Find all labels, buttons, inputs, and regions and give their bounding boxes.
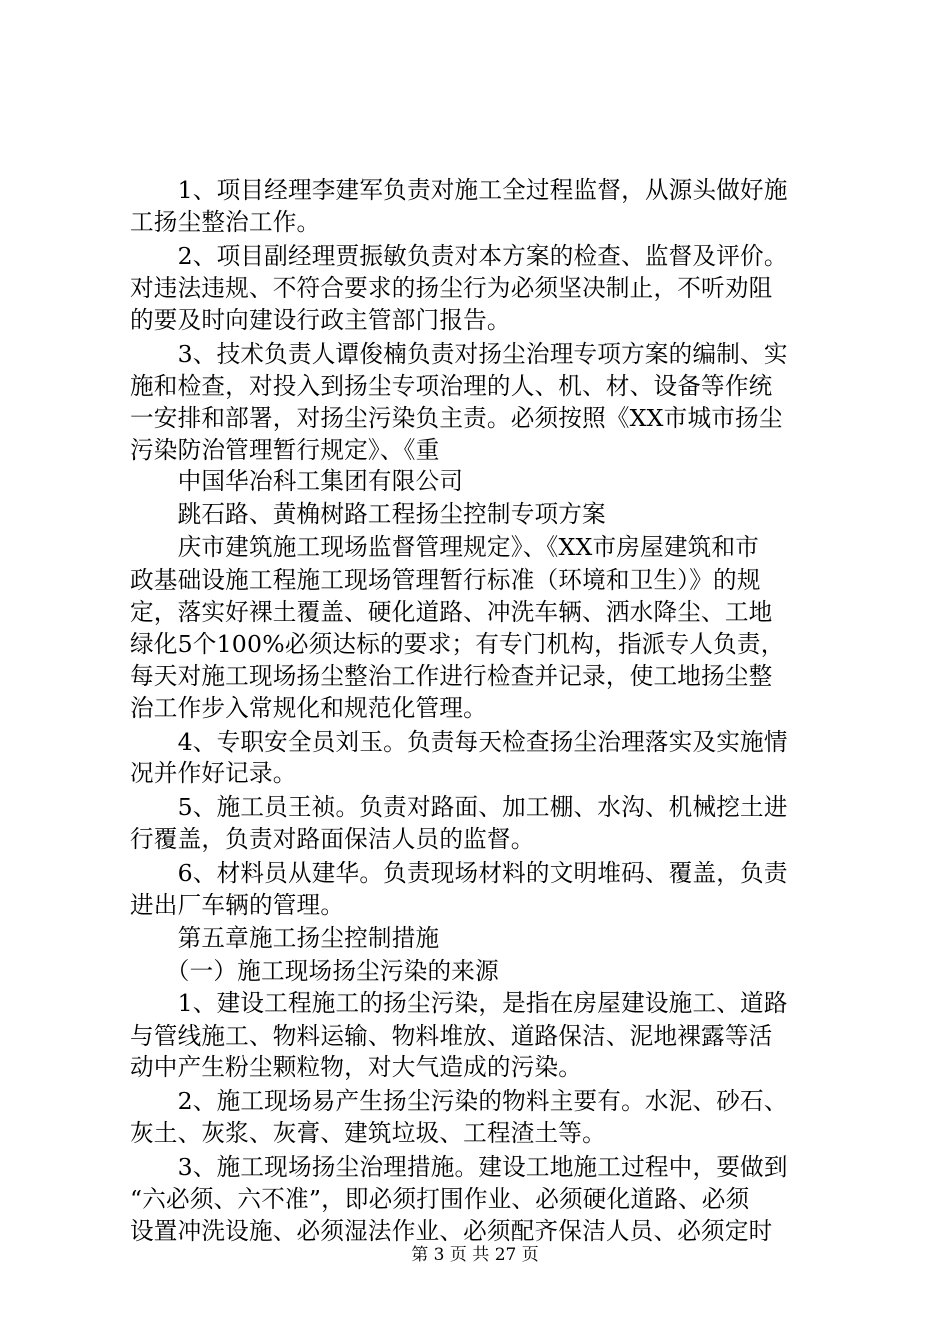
text-line: 1、建设工程施工的扬尘污染，是指在房屋建设施工、道路 [130, 989, 788, 1017]
text-line: 行覆盖，负责对路面保洁人员的监督。 [130, 825, 535, 853]
text-line: 工扬尘整治工作。 [130, 208, 321, 236]
text-line: 3、施工现场扬尘治理措施。建设工地施工过程中，要做到 [130, 1153, 788, 1181]
text-line: 政基础设施工程施工现场管理暂行标准（环境和卫生）》的规 [130, 566, 761, 594]
text-line: 1、项目经理李建军负责对施工全过程监督，从源头做好施 [130, 176, 788, 204]
text-line: “六必须、六不准”，即必须打围作业、必须硬化道路、必须 [130, 1185, 750, 1213]
text-line: 施和检查，对投入到扬尘专项治理的人、机、材、设备等作统 [130, 372, 773, 400]
text-line: 中国华冶科工集团有限公司 [130, 467, 464, 495]
text-line: 与管线施工、物料运输、物料堆放、道路保洁、泥地裸露等活 [130, 1022, 773, 1050]
text-line: 庆市建筑施工现场监督管理规定》、《XX市房屋建筑和市 [130, 533, 760, 561]
text-line: 污染防治管理暂行规定》、《重 [130, 436, 440, 464]
text-line: 第五章施工扬尘控制措施 [130, 924, 440, 952]
text-line: 动中产生粉尘颗粒物，对大气造成的污染。 [130, 1053, 583, 1081]
text-line: 4、专职安全员刘玉。负责每天检查扬尘治理落实及实施情 [130, 728, 788, 756]
text-line: 对违法违规、不符合要求的扬尘行为必须坚决制止，不听劝阻 [130, 274, 773, 302]
text-line: 的要及时向建设行政主管部门报告。 [130, 306, 511, 334]
page-footer: 第 3 页 共 27 页 [411, 1245, 539, 1265]
text-line: 5、施工员王祯。负责对路面、加工棚、水沟、机械挖土进 [130, 793, 788, 821]
text-line: 2、施工现场易产生扬尘污染的物料主要有。水泥、砂石、 [130, 1087, 788, 1115]
text-line: 每天对施工现场扬尘整治工作进行检查并记录，使工地扬尘整 [130, 662, 773, 690]
text-line: 2、项目副经理贾振敏负责对本方案的检查、监督及评价。 [130, 242, 788, 270]
text-line: 治工作步入常规化和规范化管理。 [130, 694, 487, 722]
text-line: 一安排和部署，对扬尘污染负主责。必须按照《XX市城市扬尘 [130, 404, 783, 432]
text-line: 定，落实好裸土覆盖、硬化道路、冲洗车辆、洒水降尘、工地 [130, 598, 773, 626]
text-line: 6、材料员从建华。负责现场材料的文明堆码、覆盖，负责 [130, 859, 788, 887]
text-line: 设置冲洗设施、必须湿法作业、必须配齐保洁人员、必须定时 [130, 1217, 773, 1245]
text-line: 跳石路、黄桷树路工程扬尘控制专项方案 [130, 500, 606, 528]
text-line: 3、技术负责人谭俊楠负责对扬尘治理专项方案的编制、实 [130, 340, 788, 368]
text-line: （一）施工现场扬尘污染的来源 [130, 957, 499, 985]
text-line: 况并作好记录。 [130, 759, 297, 787]
text-line: 进出厂车辆的管理。 [130, 891, 345, 919]
text-line: 绿化5个100%必须达标的要求；有专门机构，指派专人负责， [130, 630, 785, 658]
text-line: 灰土、灰浆、灰膏、建筑垃圾、工程渣土等。 [130, 1119, 606, 1147]
